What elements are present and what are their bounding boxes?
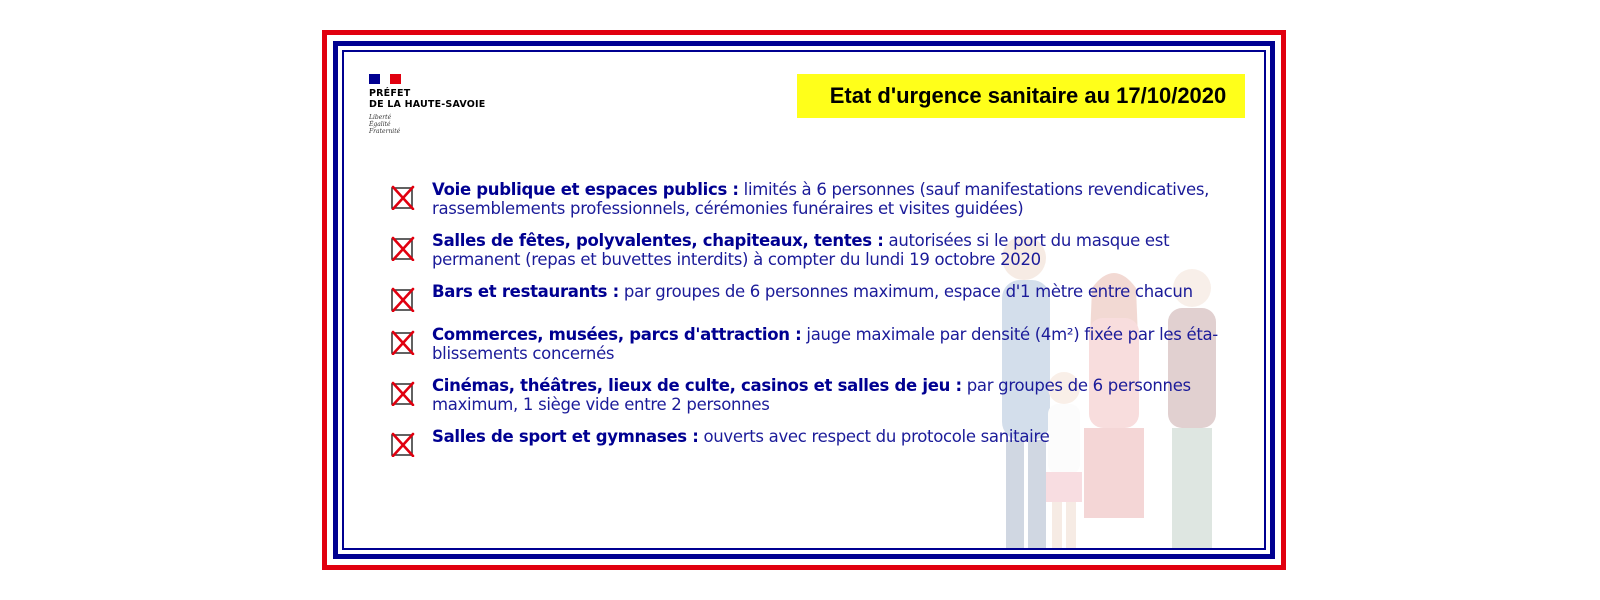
crossed-checkbox-icon <box>390 286 416 312</box>
item-description: jauge maximale par densité (4m²) fixée par les éta-blissements concernés <box>432 325 1218 363</box>
item-heading: Bars et restaurants : <box>432 282 619 301</box>
crossed-checkbox-icon <box>390 380 416 406</box>
crossed-checkbox-icon <box>390 329 416 355</box>
motto-fraternite: Fraternité <box>369 128 401 135</box>
poster-frame <box>322 30 1286 570</box>
french-flag-icon <box>369 74 401 84</box>
item-description: autorisées si le port du masque est permanent (repas et buvettes interdits) à compter du lundi 19 octobre 2020 <box>432 231 1170 269</box>
poster-content <box>342 50 1266 550</box>
list-item <box>390 231 1220 269</box>
crossed-checkbox-icon <box>390 235 416 261</box>
flag-red-stripe <box>390 74 401 84</box>
item-description: par groupes de 6 personnes maximum, espace d'1 mètre entre chacun <box>623 282 1193 301</box>
logo-name-line1: PRÉFET <box>369 88 411 99</box>
item-description: ouverts avec respect du protocole sanitaire <box>703 427 1050 446</box>
item-description: par groupes de 6 personnes maximum, 1 siège vide entre 2 personnes <box>432 376 1191 414</box>
flag-white-stripe <box>380 74 391 84</box>
measures-list <box>390 180 1220 470</box>
item-text <box>432 325 1220 363</box>
item-heading: Cinémas, théâtres, lieux de culte, casinos et salles de jeu : <box>432 376 962 395</box>
motto-liberte: Liberté <box>369 114 392 121</box>
page-title: Etat d'urgence sanitaire au 17/10/2020 <box>829 83 1227 108</box>
item-text <box>432 282 1193 301</box>
crossed-checkbox-icon <box>390 184 416 210</box>
poster-blue-border <box>333 41 1275 559</box>
item-text <box>432 180 1220 218</box>
logo-motto <box>369 114 509 135</box>
item-text <box>432 231 1220 269</box>
list-item <box>390 282 1220 312</box>
item-heading: Salles de sport et gymnases : <box>432 427 699 446</box>
item-text <box>432 427 1049 446</box>
item-text <box>432 376 1220 414</box>
list-item <box>390 376 1220 414</box>
item-heading: Commerces, musées, parcs d'attraction : <box>432 325 802 344</box>
crossed-checkbox-icon <box>390 431 416 457</box>
title-banner <box>797 74 1245 118</box>
motto-egalite: Égalité <box>369 121 391 128</box>
item-heading: Salles de fêtes, polyvalentes, chapiteaux, tentes : <box>432 231 884 250</box>
list-item <box>390 180 1220 218</box>
item-description: limités à 6 personnes (sauf manifestations revendicatives, rassemblements professionnels, cérémonies funéraires et visites guidées) <box>432 180 1210 218</box>
list-item <box>390 427 1220 457</box>
item-heading: Voie publique et espaces publics : <box>432 180 739 199</box>
logo-name-line2: DE LA HAUTE-SAVOIE <box>369 99 486 110</box>
prefecture-logo <box>369 74 509 135</box>
flag-blue-stripe <box>369 74 380 84</box>
list-item <box>390 325 1220 363</box>
